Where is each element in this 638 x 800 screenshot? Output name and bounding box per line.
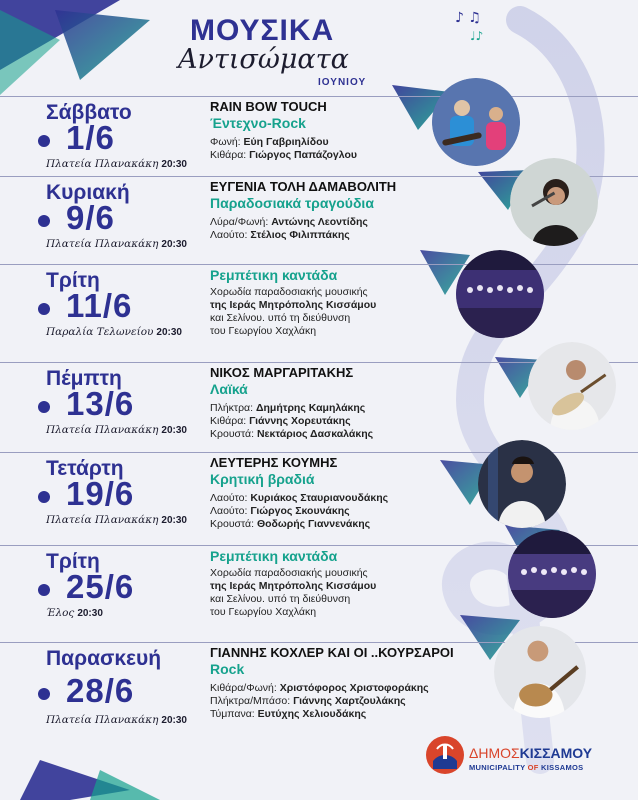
- bullet-dot: [38, 135, 50, 147]
- municipality-emblem-icon: [425, 735, 465, 779]
- event-date: 1/6: [66, 119, 115, 156]
- event-genre: Κρητική βραδιά: [210, 471, 315, 487]
- event-artist: ΓΙΑΝΝΗΣ ΚΟΧΛΕΡ ΚΑΙ ΟΙ ..ΚΟΥΡΣΑΡΟΙ: [210, 645, 454, 660]
- event-date: 13/6: [66, 385, 135, 422]
- bullet-dot: [38, 401, 50, 413]
- event-genre: Λαϊκά: [210, 381, 248, 397]
- event-day: Κυριακή: [46, 181, 130, 204]
- performer-photo: [478, 440, 566, 528]
- event-info: [210, 99, 470, 162]
- event-date: 9/6: [66, 199, 115, 236]
- event-info: [210, 179, 470, 242]
- event-artist: ΕΥΓΕΝΙΑ ΤΟΛΗ ΔΑΜΑΒΟΛΙΤΗ: [210, 179, 397, 194]
- event-time: 20:30: [161, 239, 187, 250]
- event-venue: Πλατεία Πλανακάκη 20:30: [46, 238, 187, 250]
- event-row: [0, 264, 638, 354]
- svg-text:♩♪: ♩♪: [470, 29, 484, 43]
- event-description: Χορωδία παραδοσιακής μουσικής της Ιεράς Μητρόπολης Κισσάμου και Σελίνου. υπό τη διεύθυνση του Γεωργίου Χαχλάκη: [210, 286, 377, 337]
- event-date: 25/6: [66, 568, 135, 605]
- event-credits: Κιθάρα/Φωνή: Χριστόφορος Χριστοφοράκης Πλήκτρα/Μπάσο: Γιάννης Χαρτζουλάκης Τύμπανα: Ευτύχης Χελιουδάκης: [210, 682, 429, 720]
- event-credits: Λύρα/Φωνή: Αντώνης Λεοντίδης Λαούτο: Στέλιος Φιλιππάκης: [210, 216, 368, 241]
- title: ΜΟΥΣΙΚΑ: [190, 14, 335, 47]
- event-artist: RAIN BOW TOUCH: [210, 99, 327, 114]
- event-day: Παρασκευή: [46, 647, 162, 670]
- event-day: Τετάρτη: [46, 457, 124, 480]
- event-artist: ΛΕΥΤΕΡΗΣ ΚΟΥΜΗΣ: [210, 455, 338, 470]
- bullet-dot: [38, 215, 50, 227]
- svg-text:♪ ♫: ♪ ♫: [455, 10, 481, 26]
- event-info: [210, 455, 470, 531]
- performer-photo: [528, 342, 616, 430]
- bullet-dot: [38, 491, 50, 503]
- performer-photo: [494, 626, 586, 718]
- poster-header: [170, 14, 370, 92]
- event-venue: Έλος 20:30: [46, 607, 103, 619]
- event-credits: Πλήκτρα: Δημήτρης Καμηλάκης Κιθάρα: Γιάννης Χορευτάκης Κρουστά: Νεκτάριος Δασκαλάκης: [210, 402, 374, 440]
- event-info: [210, 267, 470, 338]
- event-venue: Παραλία Τελωνείου 20:30: [46, 326, 182, 338]
- bullet-dot: [38, 688, 50, 700]
- event-day: Πέμπτη: [46, 367, 122, 390]
- event-time: 20:30: [161, 425, 187, 436]
- event-time: 20:30: [156, 327, 182, 338]
- event-info: [210, 365, 470, 441]
- choir-photo: [456, 250, 544, 338]
- event-venue: Πλατεία Πλανακάκη 20:30: [46, 158, 187, 170]
- event-date: 19/6: [66, 475, 135, 512]
- event-day: Τρίτη: [46, 269, 100, 292]
- event-credits: Φωνή: Εύη Γαβριηλίδου Κιθάρα: Γιώργος Παπάζογλου: [210, 136, 358, 161]
- event-time: 20:30: [161, 515, 187, 526]
- event-artist: ΝΙΚΟΣ ΜΑΡΓΑΡΙΤΑΚΗΣ: [210, 365, 354, 380]
- event-genre: Έντεχνο-Rock: [210, 115, 306, 131]
- municipality-name: ΔΗΜΟΣΚΙΣΣΑΜΟΥ: [469, 745, 593, 761]
- choir-photo: [508, 530, 596, 618]
- event-day: Σάββατο: [46, 101, 132, 124]
- event-time: 20:30: [161, 715, 187, 726]
- bullet-dot: [38, 584, 50, 596]
- performer-photo: [432, 78, 520, 166]
- event-description: Χορωδία παραδοσιακής μουσικής της Ιεράς Μητρόπολης Κισσάμου και Σελίνου. υπό τη διεύθυνση του Γεωργίου Χαχλάκη: [210, 567, 377, 618]
- event-date: 11/6: [66, 287, 133, 324]
- performer-photo: [510, 158, 598, 246]
- municipality-logo: [425, 735, 635, 787]
- municipality-subtitle: MUNICIPALITY OF KISSAMOS: [469, 763, 584, 772]
- event-genre: Ρεμπέτικη καντάδα: [210, 548, 338, 564]
- event-date: 28/6: [66, 672, 135, 709]
- title-script: Αντισώματα: [178, 44, 349, 75]
- event-genre: Rock: [210, 661, 245, 677]
- event-info: [210, 645, 470, 721]
- event-day: Τρίτη: [46, 550, 100, 573]
- triangle-shape: [90, 770, 160, 800]
- bullet-dot: [38, 303, 50, 315]
- event-time: 20:30: [77, 608, 103, 619]
- title-month: ΙΟΥΝΙΟΥ: [318, 77, 367, 88]
- event-venue: Πλατεία Πλανακάκη 20:30: [46, 514, 187, 526]
- event-venue: Πλατεία Πλανακάκη 20:30: [46, 424, 187, 436]
- event-credits: Λαούτο: Κυριάκος Σταυριανουδάκης Λαούτο: Γιώργος Σκουνάκης Κρουστά: Θοδωρής Γιαννενάκης: [210, 492, 389, 530]
- event-venue: Πλατεία Πλανακάκη 20:30: [46, 714, 187, 726]
- event-genre: Ρεμπέτικη καντάδα: [210, 267, 338, 283]
- event-genre: Παραδοσιακά τραγούδια: [210, 195, 374, 211]
- event-time: 20:30: [161, 159, 187, 170]
- triangle-shape: [55, 10, 150, 80]
- event-info: [210, 548, 470, 619]
